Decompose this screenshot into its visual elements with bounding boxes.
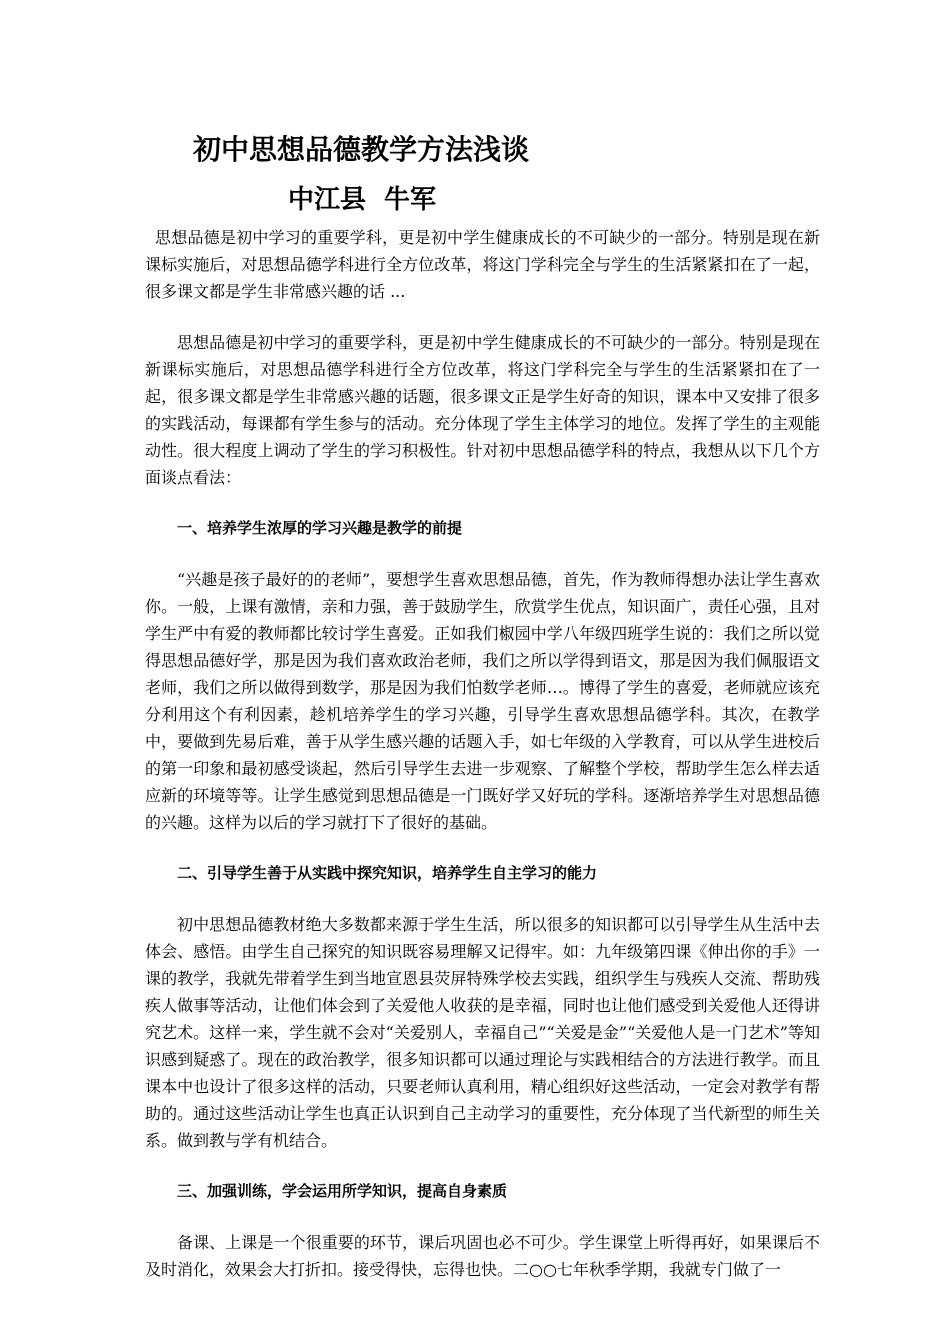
section-paragraph-2: 初中思想品德教材绝大多数都来源于学生生活，所以很多的知识都可以引导学生从生活中去体会、感悟。由学生自己探究的知识既容易理解又记得牢。如：九年级第四课《伸出你的手》一课的教学，我就先带着学生到当地宣恩县荧屏特殊学校去实践，组织学生与残疾人交流、帮助残疾人做事等活动，让他们体会到了关爱他人收获的是幸福，同时也让他们感受到关爱他人还得讲究艺术。这样一来，学生就不会对“关爱别人，幸福自己”“关爱是金”“关爱他人是一门艺术”等知识感到疑惑了。现在的政治教学，很多知识都可以通过理论与实践相结合的方法进行教学。而且课本中也设计了很多这样的活动，只要老师认真利用，精心组织好这些活动，一定会对教学有帮助的。通过这些活动让学生也真正认识到自己主动学习的重要性，充分体现了当代新型的师生关系。做到教与学有机结合。 [145,915,820,1150]
author-county: 中江县 [288,185,367,215]
section-heading-2: 二、引导学生善于从实践中探究知识，培养学生自主学习的能力 [177,864,598,882]
author-name: 牛军 [384,185,437,215]
section-heading-3: 三、加强训练，学会运用所学知识，提高自身素质 [177,1182,508,1200]
document-body [145,224,820,1283]
intro-paragraph: 思想品德是初中学习的重要学科，更是初中学生健康成长的不可缺少的一部分。特别是现在新课标实施后，对思想品德学科进行全方位改革，将这门学科完全与学生的生活紧紧扣在了一起，很多课文都是学生非常感兴趣的话题，很多课文正是学生好奇的知识，课本中又安排了很多的实践活动，每课都有学生参与的活动。充分体现了学生主体学习的地位。发挥了学生的主观能动性。很大程度上调动了学生的学习积极性。针对初中思想品德学科的特点，我想从以下几个方面谈点看法： [145,333,820,487]
section-heading-1: 一、培养学生浓厚的学习兴趣是教学的前提 [177,519,463,537]
author-line [288,180,436,220]
document-title: 初中思想品德教学方法浅谈 [193,133,530,166]
abstract-paragraph: 思想品德是初中学习的重要学科，更是初中学生健康成长的不可缺少的一部分。特别是现在新课标实施后，对思想品德学科进行全方位改革，将这门学科完全与学生的生活紧紧扣在了一起，很多课文都是学生非常感兴趣的话 ... [145,228,820,301]
section-paragraph-3: 备课、上课是一个很重要的环节，课后巩固也必不可少。学生课堂上听得再好，如果课后不及时消化，效果会大打折扣。接受得快，忘得也快。二○○七年秋季学期，我就专门做了一 [145,1233,820,1279]
section-paragraph-1: “兴趣是孩子最好的的老师”，要想学生喜欢思想品德，首先，作为教师得想办法让学生喜欢你。一般，上课有激情，亲和力强，善于鼓励学生，欣赏学生优点，知识面广，责任心强，且对学生严中有爱的教师都比较讨学生喜爱。正如我们椒园中学八年级四班学生说的：我们之所以觉得思想品德好学，那是因为我们喜欢政治老师，我们之所以学得到语文，那是因为我们佩服语文老师，我们之所以做得到数学，那是因为我们怕数学老师…。博得了学生的喜爱，老师就应该充分利用这个有利因素，趁机培养学生的学习兴趣，引导学生喜欢思想品德学科。其次，在教学中，要做到先易后难，善于从学生感兴趣的话题入手，如七年级的入学教育，可以从学生进校后的第一印象和最初感受谈起，然后引导学生去进一步观察、了解整个学校，帮助学生怎么样去适应新的环境等等。让学生感觉到思想品德是一门既好学又好玩的学科。逐渐培养学生对思想品德的兴趣。这样为以后的学习就打下了很好的基础。 [145,570,820,832]
